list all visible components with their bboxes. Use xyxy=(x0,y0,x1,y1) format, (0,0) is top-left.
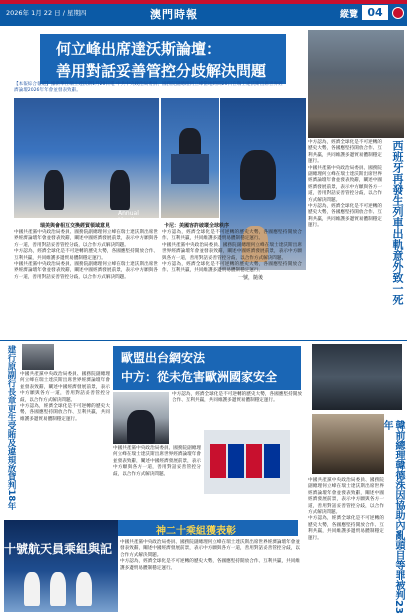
spokesperson-photo[interactable] xyxy=(113,392,169,444)
speaker-figure xyxy=(179,128,201,156)
masthead-logo: 澳門時報 xyxy=(150,8,198,21)
eu-flags-photo[interactable] xyxy=(204,430,290,494)
left-story-body xyxy=(20,372,110,512)
side-story-title[interactable]: 西班牙再發生列車出軌意外致一死 xyxy=(391,140,404,305)
space-paragraph: 中國共產黨中央政治局委員、國務院副總理何立峰在瑞士達沃斯出席世界經濟論壇年會並發表致辭，闡述中國經濟發展前景，表示中方願與各方一道，善用對話妥善管控分歧，以合作方式解決問題。 xyxy=(120,540,300,558)
train-accident-photo[interactable] xyxy=(308,30,404,138)
side-bottom-paragraph: 中國共產黨中央政治局委員、國務院副總理何立峰在瑞士達沃斯出席世界經濟論壇年會並發表致辭，闡述中國經濟發展前景，表示中方願與各方一道，善用對話妥善管控分歧，以合作方式解決問題。 xyxy=(308,478,384,516)
photo-caption-1: 瑞美與會相互交換經貿領域意見 xyxy=(40,223,111,229)
eu-headline[interactable] xyxy=(113,346,301,390)
speaker-figure xyxy=(240,150,276,200)
speaker-figure xyxy=(110,170,130,210)
issue-date: 2026年 1月 22 日 / 星期四 xyxy=(6,9,87,17)
eu-body-top xyxy=(172,392,302,428)
astronaut-crew-photo[interactable] xyxy=(4,520,118,612)
side-bottom-paragraph: 中方認為，經濟全球化是不可逆轉的歷史大勢，各國應堅持開放合作、互利共贏，共同維護多邊貿易體制穩定運行。 xyxy=(308,516,384,541)
left-paragraph: 中方認為，經濟全球化是不可逆轉的歷史大勢，各國應堅持開放合作、互利共贏，共同維護多邊貿易體制穩定運行。 xyxy=(20,404,110,422)
lead-headline-line1: 何立峰出席達沃斯論壇： xyxy=(56,40,222,58)
lead-body-col2 xyxy=(162,230,302,338)
eu-headline-line1: 歐盟出台網安法 xyxy=(121,351,206,365)
podium-photo[interactable] xyxy=(161,98,219,218)
former-pm-photo[interactable] xyxy=(312,414,384,474)
spokesperson-figure xyxy=(127,410,155,444)
space-paragraph: 中方認為，經濟全球化是不可逆轉的歷史大勢，各國應堅持開放合作、互利共贏，共同維護多邊貿易體制穩定運行。 xyxy=(120,559,300,571)
flag-icon xyxy=(210,444,226,478)
page-header xyxy=(0,0,407,26)
eu-body-left xyxy=(113,446,201,516)
podium xyxy=(171,154,209,184)
photo-caption-3: 一號，隨後 xyxy=(238,275,264,281)
eu-paragraph: 中方認為，經濟全球化是不可逆轉的歷史大勢，各國應堅持開放合作、互利共贏，共同維護多邊貿易體制穩定運行。 xyxy=(172,392,302,404)
page-number: 04 xyxy=(362,5,388,20)
lead-body-col1 xyxy=(14,230,158,338)
flag-icon xyxy=(264,444,280,478)
astronaut-figure xyxy=(76,572,92,606)
lead-paragraph: 中方認為，經濟全球化是不可逆轉的歷史大勢，各國應堅持開放合作、互利共贏，共同維護多邊貿易體制穩定運行。 xyxy=(162,262,302,274)
annual-meeting-banner: Annual Meeting Davos 2026 xyxy=(118,210,154,231)
lead-paragraph: 中國共產黨中央政治局委員、國務院副總理何立峰在瑞士達沃斯出席世界經濟論壇年會並發表致辭，闡述中國經濟發展前景，表示中方願與各方一道，善用對話妥善管控分歧，以合作方式解決問題。 xyxy=(14,230,158,248)
lead-paragraph: 中國共產黨中央政治局委員、國務院副總理何立峰在瑞士達沃斯出席世界經濟論壇年會並發表致辭，闡述中國經濟發展前景，表示中方願與各方一道，善用對話妥善管控分歧，以合作方式解決問題。 xyxy=(14,262,158,280)
astronaut-figure xyxy=(24,572,40,606)
flag-icon xyxy=(246,444,262,478)
eu-headline-line2: 中方：從未危害歐洲國家安全 xyxy=(121,370,278,384)
left-paragraph: 中國共產黨中央政治局委員、國務院副總理何立峰在瑞士達沃斯出席世界經濟論壇年會並發表致辭，闡述中國經濟發展前景，表示中方願與各方一道，善用對話妥善管控分歧，以合作方式解決問題。 xyxy=(20,372,110,403)
photo-caption-2: 卡尼：美國容許破壞全球秩序 xyxy=(164,223,230,229)
side-paragraph: 中方認為，經濟全球化是不可逆轉的歷史大勢，各國應堅持開放合作、互利共贏，共同維護多邊貿易體制穩定運行。 xyxy=(308,204,382,229)
lead-paragraph: 中國共產黨中央政治局委員、國務院副總理何立峰在瑞士達沃斯出席世界經濟論壇年會並發表致辭，闡述中國經濟發展前景，表示中方願與各方一道，善用對話妥善管控分歧，以合作方式解決問題。 xyxy=(162,242,302,261)
space-crew-headline: 神二十乘組獲表彰 xyxy=(156,526,236,537)
court-photo[interactable] xyxy=(312,344,402,410)
lead-headline-line2: 善用對話妥善管控分歧解決問題 xyxy=(56,62,267,80)
eu-paragraph: 中國共產黨中央政治局委員、國務院副總理何立峰在瑞士達沃斯出席世界經濟論壇年會並發表致辭，闡述中國經濟發展前景，表示中方願與各方一道，善用對話妥善管控分歧，以合作方式解決問題。 xyxy=(113,446,201,477)
section-divider xyxy=(0,340,407,341)
space-body xyxy=(120,540,300,612)
space-crew-banner[interactable] xyxy=(118,520,298,536)
lead-headline[interactable] xyxy=(40,34,286,84)
speaker-figure xyxy=(44,170,64,210)
flag-icon xyxy=(228,444,244,478)
astronaut-figure xyxy=(50,572,66,606)
section-label: 縱覽 xyxy=(340,10,359,20)
left-story-title[interactable]: 建行原副行長章更生受賄及違規放貸判18年 xyxy=(6,345,16,510)
side-paragraph: 中國共產黨中央政治局委員、國務院副總理何立峰在瑞士達沃斯出席世界經濟論壇年會並發表致辭，闡述中國經濟發展前景，表示中方願與各方一道，善用對話妥善管控分歧，以合作方式解決問題。 xyxy=(308,165,382,203)
lead-blurb: 【本報綜合報道】據新華社瑞士達沃斯1月20日電 中共中央政治局委員、國務院副總理何立峰當地時間20日在瑞士達沃斯出席世界經濟論壇2026年年會並發表致辭。 xyxy=(14,82,283,93)
header-strip xyxy=(0,0,407,4)
defendant-photo[interactable] xyxy=(22,344,54,370)
lead-paragraph: 中方認為，經濟全球化是不可逆轉的歷史大勢，各國應堅持開放合作、互利共贏，共同維護多邊貿易體制穩定運行。 xyxy=(14,249,158,261)
side-bottom-body xyxy=(308,478,384,612)
side-bottom-title[interactable]: 韓前總理韓德洙因協助內亂頭目等罪被判23年 xyxy=(381,420,404,614)
lead-paragraph: 中方認為，經濟全球化是不可逆轉的歷史大勢，各國應堅持開放合作、互利共贏，共同維護多邊貿易體制穩定運行。 xyxy=(162,230,302,242)
side-paragraph: 中方認為，經濟全球化是不可逆轉的歷史大勢，各國應堅持開放合作、互利共贏，共同維護多邊貿易體制穩定運行。 xyxy=(308,140,382,165)
astronaut-photo-text: 十號航天員乘組與記 xyxy=(4,542,113,556)
emblem-icon xyxy=(392,7,404,19)
side-story-body xyxy=(308,140,382,336)
